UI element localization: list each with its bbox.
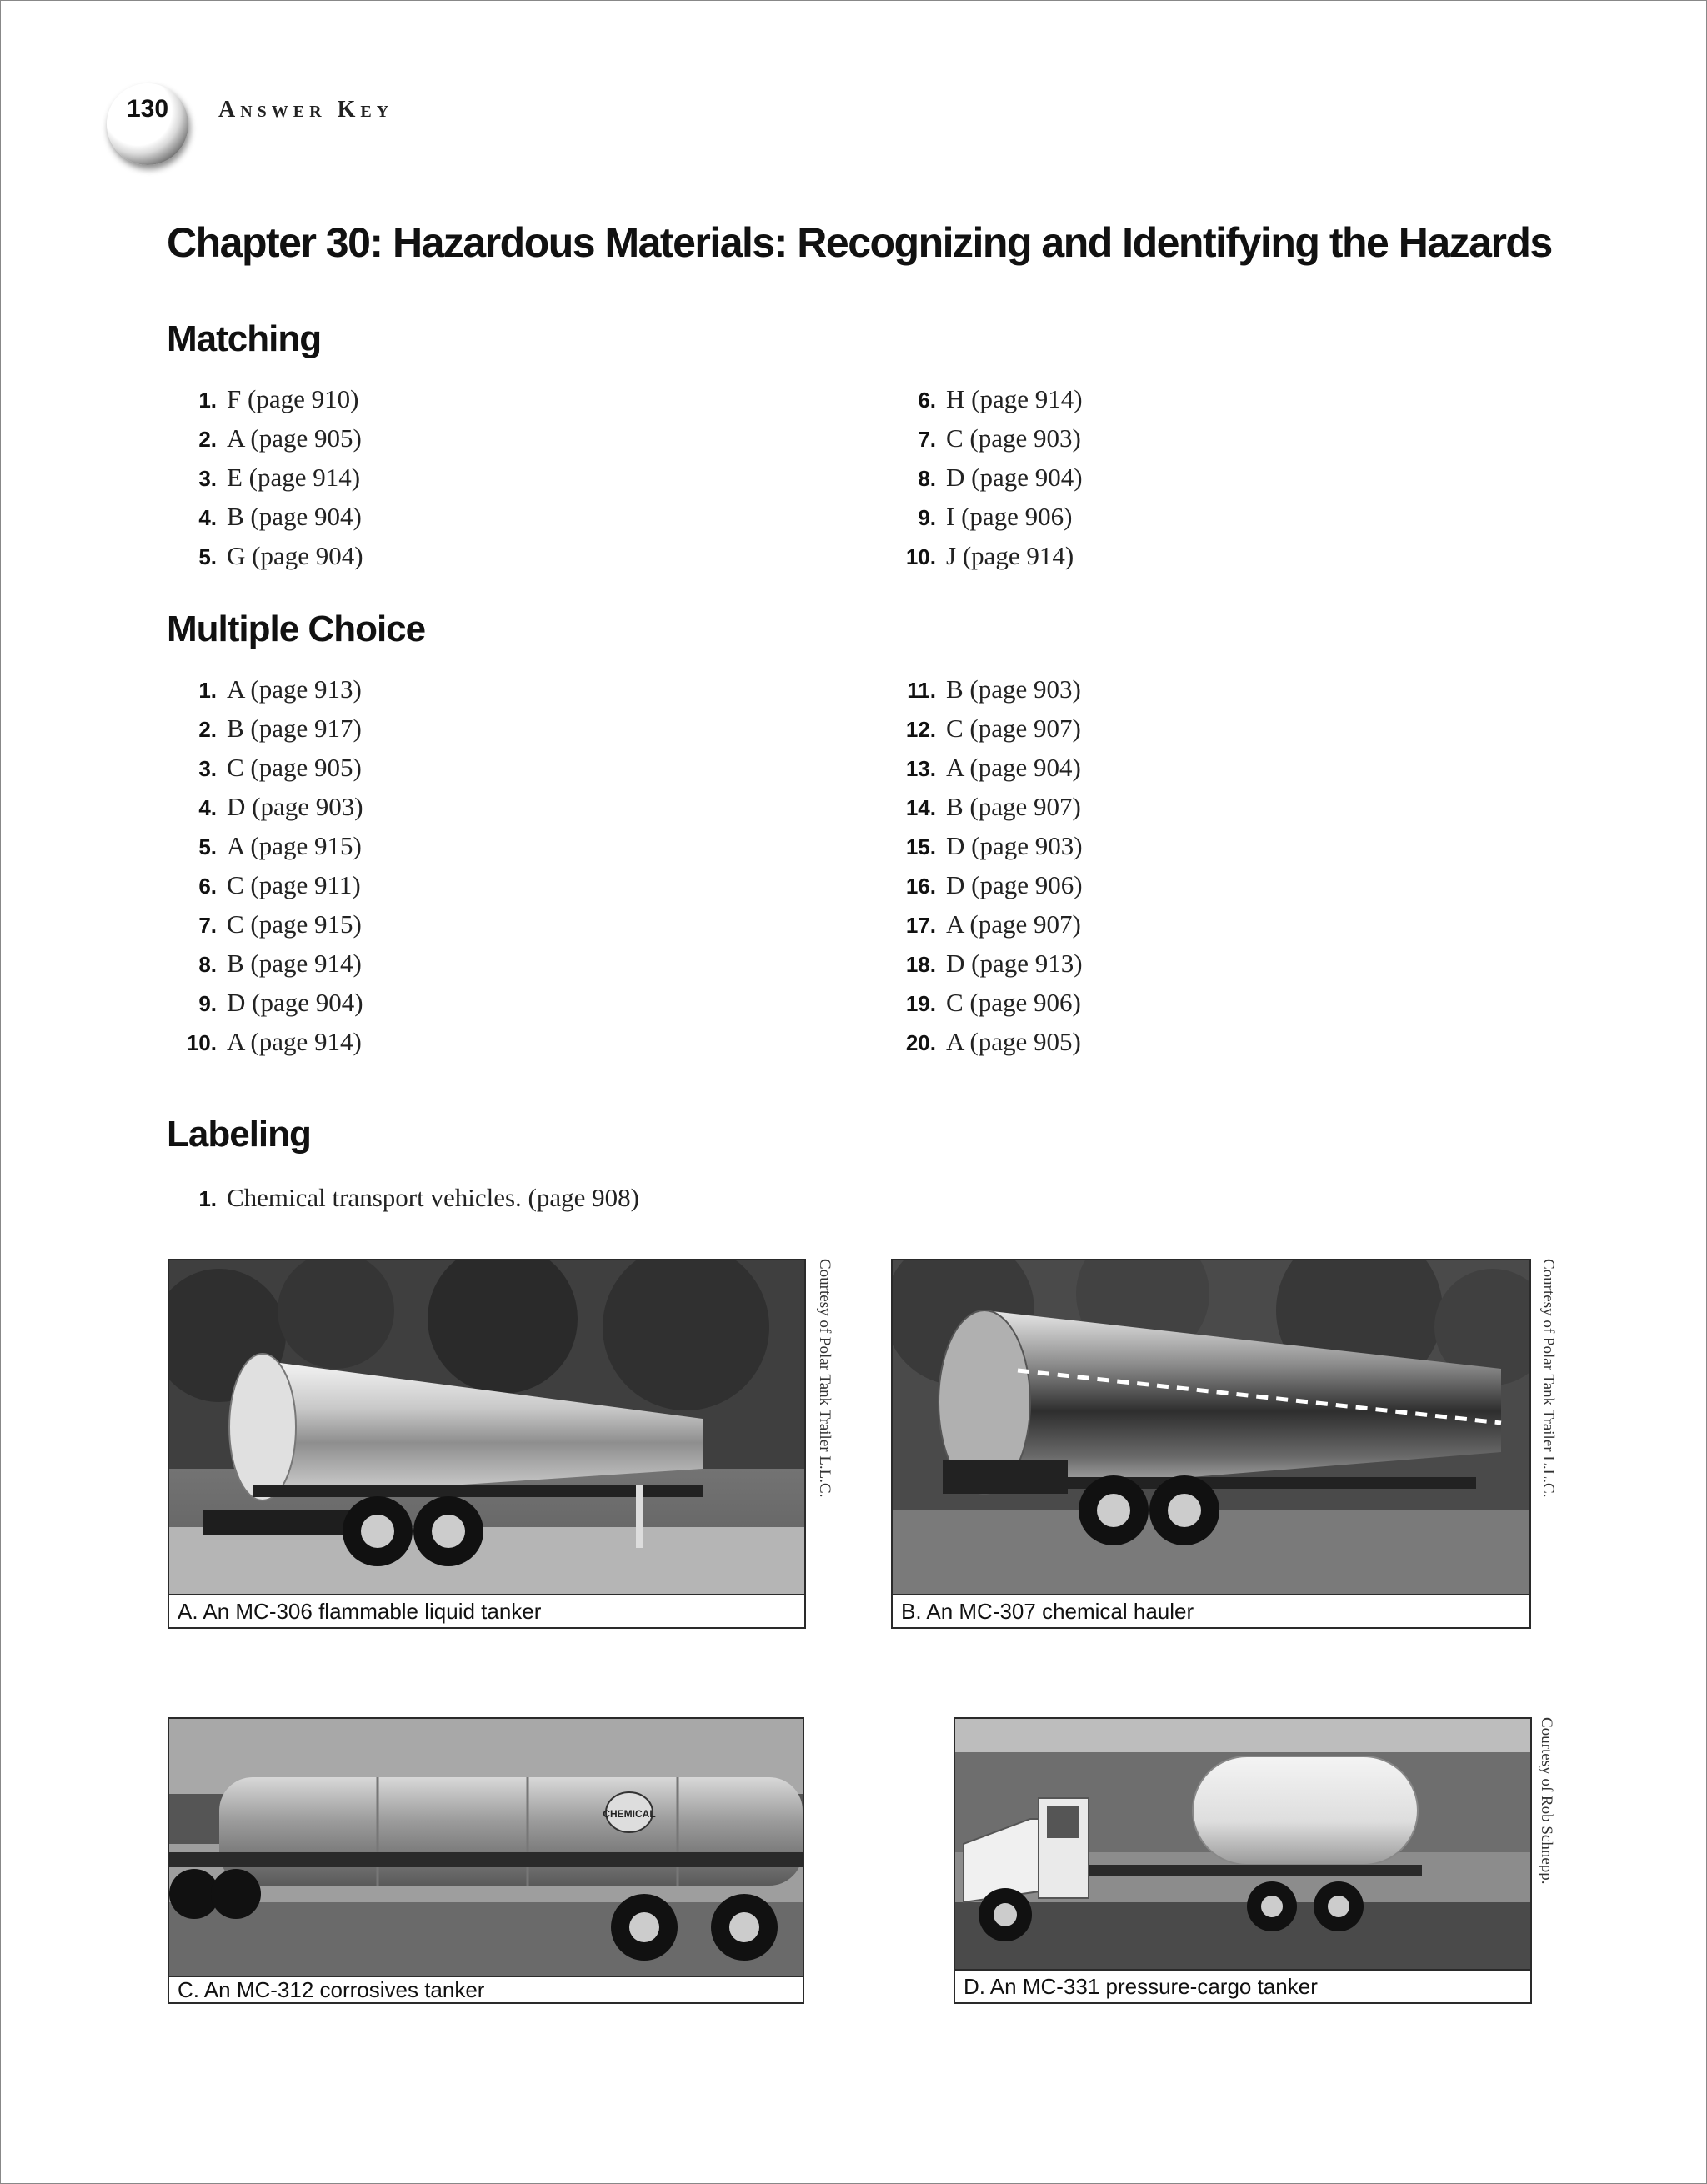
page-number: 130 bbox=[127, 95, 169, 123]
item-number: 8. bbox=[198, 952, 217, 977]
list-item bbox=[167, 1022, 363, 1061]
item-answer: I (page 906) bbox=[946, 502, 1073, 531]
item-answer: A (page 915) bbox=[227, 831, 362, 860]
item-number: 10. bbox=[905, 544, 936, 569]
figure-a bbox=[168, 1259, 806, 1629]
item-number: 15. bbox=[905, 834, 936, 859]
list-item bbox=[886, 983, 1083, 1022]
item-answer: A (page 907) bbox=[946, 909, 1081, 939]
list-item bbox=[167, 497, 363, 536]
chemical-hauler-photo bbox=[893, 1260, 1529, 1594]
item-answer: C (page 903) bbox=[946, 423, 1081, 453]
item-answer: E (page 914) bbox=[227, 463, 361, 492]
item-number: 3. bbox=[198, 466, 217, 491]
list-item bbox=[167, 669, 363, 709]
item-number: 7. bbox=[918, 427, 936, 452]
item-number: 20. bbox=[905, 1030, 936, 1055]
item-answer: D (page 903) bbox=[946, 831, 1083, 860]
chapter-title: Chapter 30: Hazardous Materials: Recognizing and Identifying the Hazards bbox=[167, 219, 1552, 266]
item-number: 19. bbox=[905, 991, 936, 1016]
list-item bbox=[167, 904, 363, 944]
list-item bbox=[886, 904, 1083, 944]
item-number: 6. bbox=[198, 874, 217, 899]
item-answer: C (page 911) bbox=[227, 870, 361, 899]
pressure-cargo-tanker-photo bbox=[955, 1719, 1530, 1969]
labeling-list bbox=[167, 1178, 639, 1217]
list-item bbox=[167, 787, 363, 826]
item-answer: J (page 914) bbox=[946, 541, 1074, 570]
item-number: 3. bbox=[198, 756, 217, 781]
flammable-liquid-tanker-photo bbox=[169, 1260, 804, 1594]
item-number: 16. bbox=[905, 874, 936, 899]
list-item bbox=[886, 865, 1083, 904]
list-item bbox=[167, 826, 363, 865]
item-number: 2. bbox=[198, 717, 217, 742]
corrosives-tanker-photo bbox=[169, 1719, 803, 1976]
list-item bbox=[886, 536, 1083, 575]
item-answer: C (page 915) bbox=[227, 909, 362, 939]
item-number: 18. bbox=[905, 952, 936, 977]
item-number: 14. bbox=[905, 795, 936, 820]
item-answer: D (page 903) bbox=[227, 792, 363, 821]
list-item bbox=[167, 1178, 639, 1217]
item-number: 17. bbox=[905, 913, 936, 938]
item-answer: A (page 905) bbox=[946, 1027, 1081, 1056]
item-number: 5. bbox=[198, 544, 217, 569]
tank-lettering: CHEMICAL bbox=[603, 1808, 656, 1820]
figure-c bbox=[168, 1717, 804, 2004]
running-head: Answer Key bbox=[218, 97, 394, 123]
list-item bbox=[886, 709, 1083, 748]
list-item bbox=[167, 379, 363, 418]
item-number: 7. bbox=[198, 913, 217, 938]
list-item bbox=[167, 458, 363, 497]
list-item bbox=[886, 669, 1083, 709]
list-item bbox=[886, 787, 1083, 826]
figure-d bbox=[954, 1717, 1532, 2004]
list-item bbox=[167, 536, 363, 575]
list-item bbox=[167, 983, 363, 1022]
list-item bbox=[167, 418, 363, 458]
item-number: 13. bbox=[905, 756, 936, 781]
item-answer: C (page 906) bbox=[946, 988, 1081, 1017]
item-answer: B (page 907) bbox=[946, 792, 1081, 821]
item-answer: A (page 905) bbox=[227, 423, 362, 453]
list-item bbox=[886, 944, 1083, 983]
item-number: 2. bbox=[198, 427, 217, 452]
multiple-choice-list-left bbox=[167, 669, 363, 1061]
figure-caption: D. An MC-331 pressure-cargo tanker bbox=[955, 1969, 1530, 2002]
item-number: 5. bbox=[198, 834, 217, 859]
multiple-choice-list-right bbox=[886, 669, 1083, 1061]
list-item bbox=[167, 944, 363, 983]
item-number: 1. bbox=[198, 678, 217, 703]
item-number: 4. bbox=[198, 505, 217, 530]
photo-credit: Courtesy of Polar Tank Trailer L.L.C. bbox=[1539, 1259, 1557, 1498]
item-answer: A (page 914) bbox=[227, 1027, 362, 1056]
item-answer: Chemical transport vehicles. (page 908) bbox=[227, 1183, 639, 1212]
item-number: 9. bbox=[198, 991, 217, 1016]
item-answer: D (page 913) bbox=[946, 949, 1083, 978]
figure-caption: B. An MC-307 chemical hauler bbox=[893, 1594, 1529, 1627]
item-number: 4. bbox=[198, 795, 217, 820]
item-answer: B (page 903) bbox=[946, 674, 1081, 704]
list-item bbox=[886, 497, 1083, 536]
item-number: 1. bbox=[198, 1186, 217, 1211]
item-number: 9. bbox=[918, 505, 936, 530]
item-answer: H (page 914) bbox=[946, 384, 1083, 413]
item-answer: C (page 905) bbox=[227, 753, 362, 782]
list-item bbox=[167, 709, 363, 748]
list-item bbox=[886, 748, 1083, 787]
item-answer: C (page 907) bbox=[946, 714, 1081, 743]
item-answer: F (page 910) bbox=[227, 384, 359, 413]
item-answer: B (page 904) bbox=[227, 502, 362, 531]
list-item bbox=[886, 458, 1083, 497]
list-item bbox=[886, 418, 1083, 458]
matching-heading: Matching bbox=[167, 318, 322, 359]
item-answer: D (page 904) bbox=[946, 463, 1083, 492]
photo-credit: Courtesy of Polar Tank Trailer L.L.C. bbox=[816, 1259, 833, 1498]
item-answer: A (page 913) bbox=[227, 674, 362, 704]
item-answer: B (page 914) bbox=[227, 949, 362, 978]
item-number: 12. bbox=[905, 717, 936, 742]
figure-caption: C. An MC-312 corrosives tanker bbox=[169, 1976, 803, 2002]
photo-credit: Courtesy of Rob Schnepp. bbox=[1538, 1717, 1555, 1885]
item-answer: A (page 904) bbox=[946, 753, 1081, 782]
item-answer: D (page 906) bbox=[946, 870, 1083, 899]
matching-list-left bbox=[167, 379, 363, 575]
figure-b bbox=[891, 1259, 1531, 1629]
item-number: 10. bbox=[186, 1030, 217, 1055]
list-item bbox=[886, 379, 1083, 418]
list-item bbox=[167, 865, 363, 904]
labeling-heading: Labeling bbox=[167, 1114, 311, 1155]
list-item bbox=[167, 748, 363, 787]
item-answer: D (page 904) bbox=[227, 988, 363, 1017]
item-answer: B (page 917) bbox=[227, 714, 362, 743]
item-number: 6. bbox=[918, 388, 936, 413]
list-item bbox=[886, 826, 1083, 865]
item-answer: G (page 904) bbox=[227, 541, 363, 570]
figure-caption: A. An MC-306 flammable liquid tanker bbox=[169, 1594, 804, 1627]
item-number: 11. bbox=[907, 678, 936, 703]
matching-list-right bbox=[886, 379, 1083, 575]
item-number: 8. bbox=[918, 466, 936, 491]
multiple-choice-heading: Multiple Choice bbox=[167, 609, 426, 649]
list-item bbox=[886, 1022, 1083, 1061]
item-number: 1. bbox=[198, 388, 217, 413]
